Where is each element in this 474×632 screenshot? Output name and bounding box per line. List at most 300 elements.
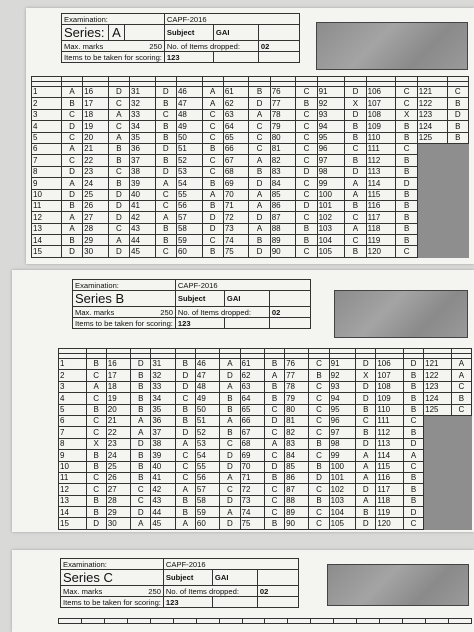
answer-key-cell: B (155, 98, 176, 109)
item-number-cell: 11 (32, 200, 62, 211)
table-row (59, 370, 472, 381)
answer-key-cell: B (131, 472, 151, 483)
item-number-cell: 5 (32, 132, 62, 143)
scoring-label: Items to be taken for scoring: (62, 52, 165, 63)
item-number-cell (424, 461, 452, 472)
answer-key-cell: C (296, 155, 317, 166)
item-number-cell: 110 (366, 132, 396, 143)
answer-key-cell: A (345, 189, 366, 200)
answer-key-cell: C (108, 223, 129, 234)
answer-key-cell (451, 472, 471, 483)
item-number-cell: 103 (317, 223, 345, 234)
answer-key-cell: D (155, 143, 176, 154)
answer-key-cell: D (447, 109, 468, 120)
item-number-cell: 72 (240, 484, 264, 495)
item-number-cell: 41 (130, 200, 156, 211)
item-number-cell: 14 (59, 507, 87, 518)
answer-key-cell: D (396, 178, 417, 189)
item-number-cell: 98 (329, 438, 356, 449)
item-number-cell: 40 (130, 189, 156, 200)
max-marks-value: 250 (160, 307, 173, 317)
answer-key-cell: D (61, 166, 82, 177)
scoring-value: 123 (175, 318, 224, 329)
answer-key-cell: B (175, 507, 195, 518)
item-number-cell: 47 (195, 370, 219, 381)
answer-key-cell: A (356, 495, 376, 506)
answer-key-cell: D (345, 109, 366, 120)
answer-sheet-series-c (12, 550, 474, 632)
answer-key-cell: D (220, 450, 240, 461)
item-number-cell: 34 (151, 393, 175, 404)
item-number-cell: 9 (59, 450, 87, 461)
item-number-cell: 102 (329, 484, 356, 495)
answer-key-cell: B (131, 461, 151, 472)
answer-key-cell: D (220, 461, 240, 472)
examination-label: Examination: (62, 14, 165, 25)
item-number-cell: 68 (223, 166, 249, 177)
item-number-cell: 85 (285, 461, 309, 472)
dropped-value: 02 (257, 586, 298, 597)
item-number-cell: 45 (151, 518, 175, 529)
answer-key-cell: B (396, 223, 417, 234)
answer-key-cell: D (108, 200, 129, 211)
answer-key-cell: A (131, 427, 151, 438)
item-number-cell: 86 (270, 200, 296, 211)
item-number-cell: 64 (223, 121, 249, 132)
answer-sheet-series-a (26, 8, 474, 264)
item-number-cell: 38 (130, 166, 156, 177)
answer-key-cell: B (155, 121, 176, 132)
subject-label: Subject (175, 291, 224, 307)
item-number-cell: 101 (329, 472, 356, 483)
item-number-cell: 63 (240, 381, 264, 392)
table-row (59, 461, 472, 472)
table-row (32, 178, 469, 189)
item-number-cell: 104 (317, 235, 345, 246)
item-number-cell: 107 (366, 98, 396, 109)
item-number-cell: 112 (366, 155, 396, 166)
item-number-cell: 33 (130, 109, 156, 120)
item-number-cell: 52 (195, 427, 219, 438)
subject-value: GAI (224, 291, 269, 307)
series-code: A (108, 24, 125, 41)
answer-key-cell: B (356, 427, 376, 438)
item-number-cell: 32 (130, 98, 156, 109)
item-number-cell: 69 (223, 178, 249, 189)
table-row (32, 98, 469, 109)
item-number-cell: 85 (270, 189, 296, 200)
answer-key-cell: C (155, 246, 176, 257)
item-number-cell: 18 (83, 109, 109, 120)
item-number-cell: 1 (59, 359, 87, 370)
item-number-cell: 104 (329, 507, 356, 518)
item-number-cell: 40 (151, 461, 175, 472)
answer-key-cell: B (296, 235, 317, 246)
answer-key-cell: B (131, 370, 151, 381)
answer-key-cell: B (447, 98, 468, 109)
item-number-cell: 47 (176, 98, 202, 109)
item-number-cell: 92 (329, 370, 356, 381)
answer-key-cell: B (403, 381, 423, 392)
answer-key-cell: D (356, 484, 376, 495)
item-number-cell: 55 (195, 461, 219, 472)
item-number-cell: 106 (376, 359, 404, 370)
item-number-cell: 62 (223, 98, 249, 109)
table-row (59, 438, 472, 449)
item-number-cell: 12 (32, 212, 62, 223)
item-number-cell: 28 (83, 223, 109, 234)
answer-key-cell: B (309, 370, 329, 381)
item-number-cell: 14 (32, 235, 62, 246)
item-number-cell: 3 (59, 381, 87, 392)
answer-key-cell: D (356, 359, 376, 370)
item-number-cell (417, 223, 447, 234)
item-number-cell: 57 (195, 484, 219, 495)
item-number-cell: 48 (176, 109, 202, 120)
item-number-cell (424, 495, 452, 506)
item-number-cell (417, 246, 447, 257)
item-number-cell: 50 (176, 132, 202, 143)
answer-key-cell: C (296, 143, 317, 154)
answer-key-cell: D (249, 246, 270, 257)
series-cell (73, 291, 176, 307)
item-number-cell: 93 (317, 109, 345, 120)
answer-key-cell: C (345, 212, 366, 223)
answer-key-cell: B (86, 359, 106, 370)
answer-key-cell: A (175, 518, 195, 529)
answer-key-cell: B (403, 484, 423, 495)
item-number-cell: 115 (376, 461, 404, 472)
answer-key-cell: B (86, 404, 106, 415)
item-number-cell: 2 (32, 98, 62, 109)
answer-key-cell: B (264, 472, 284, 483)
item-number-cell: 83 (285, 438, 309, 449)
answer-key-cell: C (396, 87, 417, 98)
answer-key-cell: A (356, 450, 376, 461)
item-number-cell: 70 (223, 189, 249, 200)
answer-key-cell: B (396, 132, 417, 143)
answer-key-cell: D (220, 518, 240, 529)
item-number-cell: 42 (130, 212, 156, 223)
table-row (32, 235, 469, 246)
item-number-cell: 70 (240, 461, 264, 472)
table-row (59, 404, 472, 415)
answer-key-cell (447, 166, 468, 177)
answer-key-cell: C (175, 472, 195, 483)
item-number-cell: 120 (366, 246, 396, 257)
item-number-cell (424, 427, 452, 438)
item-number-cell: 105 (329, 518, 356, 529)
sheet-header (61, 13, 300, 63)
answer-key-cell: C (396, 143, 417, 154)
item-number-cell: 60 (195, 518, 219, 529)
answer-key-cell (451, 507, 471, 518)
answer-key-cell: C (309, 404, 329, 415)
answer-key-cell: C (296, 87, 317, 98)
item-number-cell: 82 (285, 427, 309, 438)
series-cell (61, 570, 164, 586)
answer-key-cell: X (356, 370, 376, 381)
item-number-cell: 12 (59, 484, 87, 495)
item-number-cell: 20 (106, 404, 130, 415)
answer-key-cell: B (396, 121, 417, 132)
item-number-cell: 96 (317, 143, 345, 154)
answer-key-cell: B (86, 507, 106, 518)
answer-key-cell: C (131, 495, 151, 506)
item-number-cell: 94 (329, 393, 356, 404)
answer-key-cell: B (396, 235, 417, 246)
answer-key-cell: D (108, 246, 129, 257)
item-number-cell: 26 (83, 200, 109, 211)
answer-key-cell: A (249, 200, 270, 211)
answer-key-cell: B (86, 495, 106, 506)
answer-key-cell: C (296, 246, 317, 257)
item-number-cell: 71 (223, 200, 249, 211)
answer-key-cell: D (296, 166, 317, 177)
answer-key-cell: B (155, 132, 176, 143)
answer-key-cell: X (345, 98, 366, 109)
answer-key-cell: B (131, 450, 151, 461)
answer-grid-partial (58, 618, 472, 624)
answer-key-cell: C (220, 484, 240, 495)
answer-key-cell: B (108, 178, 129, 189)
answer-key-cell: B (220, 427, 240, 438)
item-number-cell: 113 (366, 166, 396, 177)
table-row (59, 472, 472, 483)
answer-sheet-series-b (12, 270, 474, 532)
answer-key-cell: B (296, 223, 317, 234)
answer-key-cell (451, 495, 471, 506)
answer-key-cell: C (264, 495, 284, 506)
item-number-cell: 69 (240, 450, 264, 461)
item-number-cell: 35 (130, 132, 156, 143)
item-number-cell: 23 (106, 438, 130, 449)
item-number-cell: 65 (240, 404, 264, 415)
item-number-cell: 111 (366, 143, 396, 154)
item-number-cell: 1 (32, 87, 62, 98)
answer-key-cell: D (356, 393, 376, 404)
answer-key-cell: B (403, 472, 423, 483)
answer-key-cell: A (249, 223, 270, 234)
item-number-cell: 16 (83, 87, 109, 98)
item-number-cell: 91 (317, 87, 345, 98)
answer-key-cell (451, 438, 471, 449)
item-number-cell: 65 (223, 132, 249, 143)
item-number-cell: 84 (270, 178, 296, 189)
answer-key-cell: D (249, 178, 270, 189)
answer-key-cell: D (356, 518, 376, 529)
answer-key-cell: C (86, 484, 106, 495)
max-marks-label: Max. marks 250 (62, 41, 165, 52)
item-number-cell: 51 (176, 143, 202, 154)
item-number-cell: 56 (195, 472, 219, 483)
item-number-cell: 96 (329, 415, 356, 426)
item-number-cell: 30 (106, 518, 130, 529)
answer-key-cell: A (356, 472, 376, 483)
answer-key-cell: A (155, 178, 176, 189)
answer-key-cell: D (61, 121, 82, 132)
item-number-cell: 42 (151, 484, 175, 495)
item-number-cell: 33 (151, 381, 175, 392)
item-number-cell: 43 (151, 495, 175, 506)
answer-key-cell: D (131, 507, 151, 518)
table-row (59, 450, 472, 461)
item-number-cell: 55 (176, 189, 202, 200)
item-number-cell: 51 (195, 415, 219, 426)
answer-key-cell: B (61, 235, 82, 246)
answer-key-cell: C (86, 370, 106, 381)
answer-key-cell: B (403, 404, 423, 415)
item-number-cell: 124 (424, 393, 452, 404)
answer-key-cell: B (403, 427, 423, 438)
item-number-cell: 87 (270, 212, 296, 223)
item-number-cell: 15 (59, 518, 87, 529)
item-number-cell: 119 (366, 235, 396, 246)
answer-key-cell: A (249, 189, 270, 200)
item-number-cell: 31 (151, 359, 175, 370)
subject-value: GAI (212, 570, 257, 586)
answer-key-cell: A (220, 359, 240, 370)
item-number-cell: 17 (83, 98, 109, 109)
item-number-cell (417, 178, 447, 189)
answer-key-cell: C (61, 155, 82, 166)
answer-key-cell: C (264, 404, 284, 415)
answer-grid (58, 348, 472, 530)
answer-key-cell: D (108, 87, 129, 98)
answer-key-cell: D (264, 415, 284, 426)
answer-key-cell: B (309, 495, 329, 506)
examination-value: CAPF-2016 (164, 14, 299, 25)
table-row (59, 393, 472, 404)
item-number-cell: 20 (83, 132, 109, 143)
answer-key-cell (447, 189, 468, 200)
answer-key-cell: A (356, 461, 376, 472)
examination-label: Examination: (61, 559, 164, 570)
answer-key-cell: B (202, 178, 223, 189)
table-row (32, 246, 469, 257)
table-row (59, 495, 472, 506)
answer-key-cell: D (249, 212, 270, 223)
answer-key-cell: D (345, 166, 366, 177)
answer-key-cell: B (356, 507, 376, 518)
answer-key-cell: C (396, 246, 417, 257)
answer-key-cell: C (396, 98, 417, 109)
answer-key-cell: C (202, 121, 223, 132)
answer-key-cell: C (345, 143, 366, 154)
answer-key-cell: C (264, 507, 284, 518)
answer-key-cell: D (131, 359, 151, 370)
item-number-cell: 19 (83, 121, 109, 132)
answer-key-cell: C (447, 87, 468, 98)
item-number-cell: 75 (240, 518, 264, 529)
answer-key-cell: B (220, 404, 240, 415)
item-number-cell: 109 (366, 121, 396, 132)
max-marks-label: Max. marks 250 (73, 307, 176, 318)
table-row (59, 359, 472, 370)
item-number-cell: 25 (83, 189, 109, 200)
item-number-cell: 122 (417, 98, 447, 109)
answer-key-cell: D (108, 189, 129, 200)
answer-key-cell: D (220, 495, 240, 506)
item-number-cell: 30 (83, 246, 109, 257)
item-number-cell: 45 (130, 246, 156, 257)
answer-key-cell (451, 427, 471, 438)
item-number-cell: 52 (176, 155, 202, 166)
answer-key-cell: C (202, 155, 223, 166)
answer-key-cell: B (264, 381, 284, 392)
answer-key-cell: A (61, 178, 82, 189)
answer-key-cell: D (356, 381, 376, 392)
answer-key-cell: A (451, 370, 471, 381)
item-number-cell: 27 (106, 484, 130, 495)
answer-key-cell (447, 143, 468, 154)
item-number-cell: 5 (59, 404, 87, 415)
table-row (59, 518, 472, 529)
item-number-cell: 29 (106, 507, 130, 518)
answer-key-cell (447, 178, 468, 189)
max-marks-value: 250 (149, 41, 162, 51)
item-number-cell: 6 (59, 415, 87, 426)
item-number-cell: 94 (317, 121, 345, 132)
scoring-value: 123 (164, 52, 213, 63)
item-number-cell: 91 (329, 359, 356, 370)
item-number-cell (417, 235, 447, 246)
item-number-cell: 97 (329, 427, 356, 438)
item-number-cell: 103 (329, 495, 356, 506)
table-row (59, 484, 472, 495)
table-row (32, 200, 469, 211)
item-number-cell: 90 (270, 246, 296, 257)
answer-key-cell: B (249, 235, 270, 246)
answer-key-cell: A (220, 381, 240, 392)
answer-key-cell: A (108, 109, 129, 120)
scoring-label: Items to be taken for scoring: (73, 318, 176, 329)
item-number-cell: 22 (83, 155, 109, 166)
answer-key-cell: C (356, 415, 376, 426)
answer-key-cell: C (86, 415, 106, 426)
item-number-cell: 67 (240, 427, 264, 438)
answer-key-cell: B (108, 155, 129, 166)
item-number-cell: 95 (329, 404, 356, 415)
answer-key-cell: D (403, 507, 423, 518)
max-marks-label: Max. marks 250 (61, 586, 164, 597)
item-number-cell: 107 (376, 370, 404, 381)
item-number-cell: 50 (195, 404, 219, 415)
answer-key-cell: C (202, 132, 223, 143)
item-number-cell: 73 (223, 223, 249, 234)
answer-key-cell: B (309, 461, 329, 472)
item-number-cell: 74 (223, 235, 249, 246)
item-number-cell: 100 (329, 461, 356, 472)
table-row (32, 223, 469, 234)
shaded-box (316, 22, 468, 70)
item-number-cell: 25 (106, 461, 130, 472)
answer-key-cell: C (309, 415, 329, 426)
answer-key-cell: D (296, 200, 317, 211)
item-number-cell: 114 (376, 450, 404, 461)
answer-key-cell: B (264, 393, 284, 404)
answer-key-cell: A (220, 415, 240, 426)
answer-key-cell: C (296, 212, 317, 223)
answer-key-cell: B (155, 235, 176, 246)
answer-key-cell: C (451, 404, 471, 415)
answer-key-cell: C (155, 200, 176, 211)
item-number-cell: 79 (285, 393, 309, 404)
item-number-cell: 39 (151, 450, 175, 461)
item-number-cell: 101 (317, 200, 345, 211)
item-number-cell: 123 (417, 109, 447, 120)
subject-label: Subject (163, 570, 212, 586)
